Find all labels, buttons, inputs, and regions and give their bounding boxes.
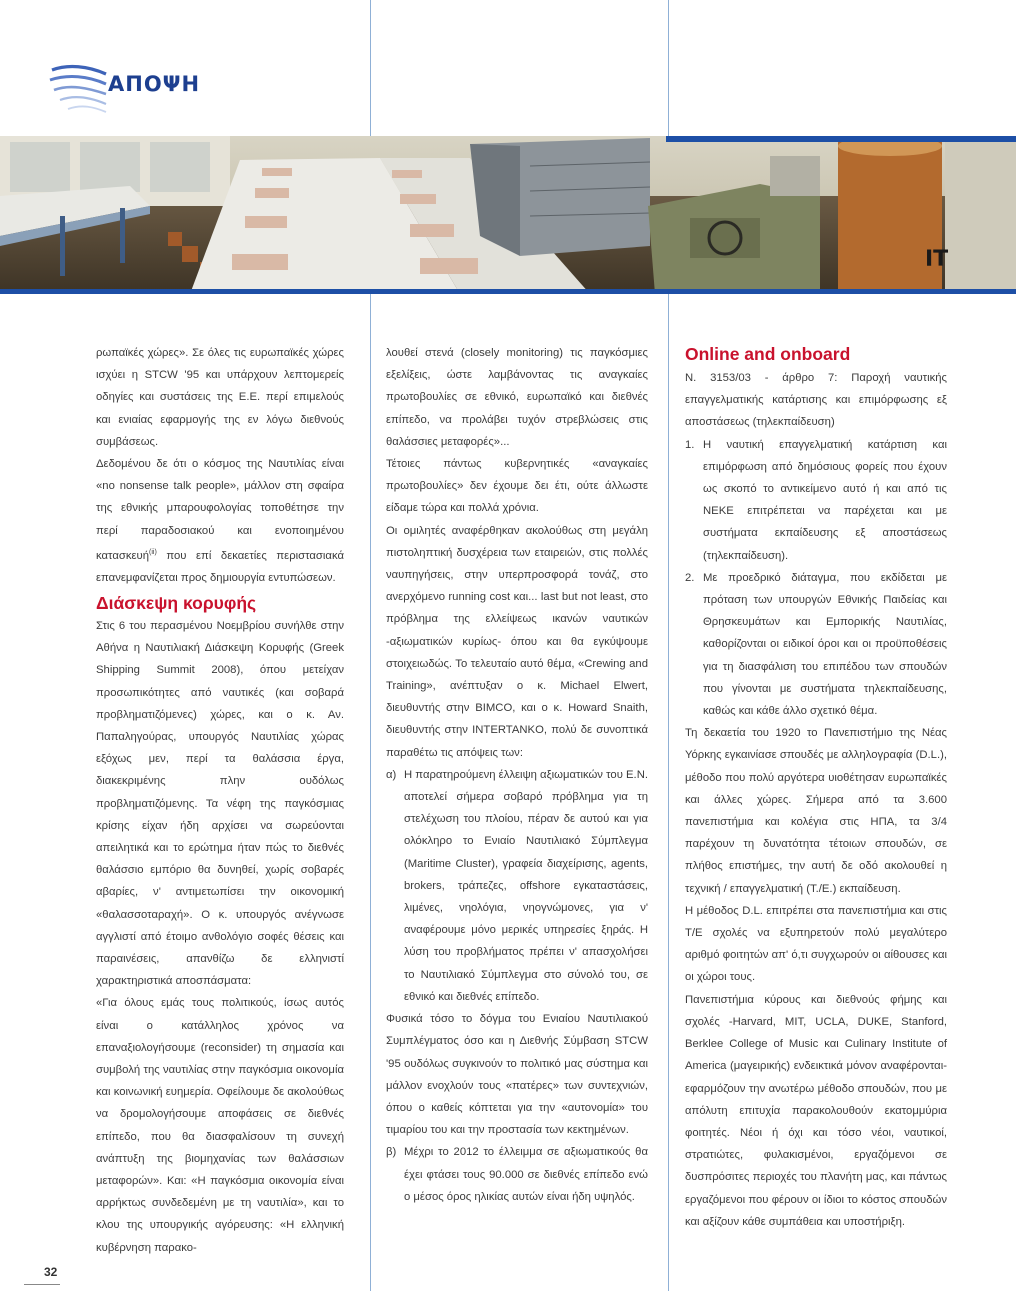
list-item xyxy=(685,434,947,567)
paragraph: Η μέθοδος D.L. επιτρέπει στα πανεπιστήμια και στις Τ/Ε σχολές να εξυπηρετούν πολύ μεγαλύτερο αριθμό φοιτητών απ' ό,τι συγχωρούν οι αίθουσες και οι χώροι τους. xyxy=(685,904,947,984)
footnote-ref: (ii) xyxy=(149,548,157,556)
list-marker: α) xyxy=(386,768,397,781)
list-item-text: Μέχρι το 2012 το έλλειμμα σε αξιωματικούς θα έχει φτάσει τους 90.000 σε διεθνές επίπεδο ενώ ο μέσος όρος ηλικίας αυτών είναι ήδη υψηλός. xyxy=(404,1146,648,1203)
paragraph: Δεδομένου δε ότι ο κόσμος της Ναυτιλίας είναι «no nonsense talk people», μάλλον στη σφαίρα της εθνικής μπαρουφολογίας τοποθέτησε την περί παραδοσιακού και ενοποιημένου κατασκευή$^{(ii)}$ που επί δεκαετίες περιστασιακά επανεμφανίζεται προς δημιουργία εντυπώσεων. xyxy=(96,458,344,584)
list-item-text: Η παρατηρούμενη έλλειψη αξιωματικών του Ε.Ν. αποτελεί σήμερα σοβαρό πρόβλημα για τη στελέχωση του πλοίου, πέραν δε αυτού και για ολόκληρο το Ενιαίο Ναυτιλιακό Σύμπλεγμα (Maritime Cluster), γραφεία διαχείρισης, agents, brokers, τράπεζες, offshore εγκαταστάσεις, λιμένες, νηολόγια, νηογνώμονες, για ν' αναφέρουμε μόνο μερικές υπηρεσίες ξηράς. Η λύση του προβλήματος πρέπει ν' απασχολήσει το Ναυτιλιακό Σύμπλεγμα στο σύνολό του, σε εθνικό και διεθνές επίπεδο. xyxy=(404,768,648,1003)
paragraph: «Για όλους εμάς τους πολιτικούς, ίσως αυτός είναι ο κατάλληλος χρόνος να επαναξιολογήσουμε (reconsider) τη σημασία και συμβολή της ναυτιλίας στην παγκόσμια οικονομία και κοινωνική ευημερία. Οφείλουμε δε ακολούθως να δρομολογήσουμε αποφάσεις σε διεθνές επίπεδο, που θα διασφαλίσουν τη συνεχή ανάπτυξη της βιομηχανίας των θαλάσσιων μεταφορών». Και: «Η παγκόσμια οικονομία είναι αρρήκτως συνδεδεμένη με τη ναυτιλία», και το κλου της υπουργικής αγόρευσης: «Η ελληνική κυβέρνηση παρακο- xyxy=(96,997,344,1254)
photo-plate-text: ΙΤ xyxy=(925,247,949,272)
list-marker: β) xyxy=(386,1146,397,1159)
footer-rule xyxy=(24,1284,60,1285)
list-marker: 1. xyxy=(685,438,695,451)
paragraph: λουθεί στενά (closely monitoring) τις παγκόσμιες εξελίξεις, ώστε λαμβάνοντας τις αναγκαίες πρωτοβουλίες σε εθνικό, ευρωπαϊκό και διεθνές επίπεδο, να προλάβει τυχόν στρεβλώσεις στις θαλάσσιες μεταφορές»... xyxy=(386,347,648,448)
paragraph: Φυσικά τόσο το δόγμα του Ενιαίου Ναυτιλιακού Συμπλέγματος όσο και η Διεθνής Σύμβαση STCW '95 ουδόλως συγκινούν το πολιτικό μας σύστημα και μάλλον ενοχλούν τους «πατέρες» των συντεχνιών, όπου ο καθείς κόπτεται για την «αυτονομία» του τιμαρίου του και την προστασία των κεκτημένων. xyxy=(386,1013,648,1137)
list-item xyxy=(685,567,947,722)
waves-logo-icon xyxy=(48,62,110,116)
paragraph: Τέτοιες πάντως κυβερνητικές «αναγκαίες πρωτοβουλίες» δεν έχουμε δει έτι, ούτε άλλωστε είδαμε τώρα και πολλά χρόνια. xyxy=(386,458,648,515)
accent-bar xyxy=(666,136,1016,142)
subheading: Online and onboard xyxy=(685,344,851,364)
paragraph: Τη δεκαετία του 1920 το Πανεπιστήμιο της Νέας Υόρκης εγκαινίασε σπουδές με αλληλογραφία (D.L.), μέθοδο που πολύ αργότερα υιοθέτησαν ευρωπαϊκές και άλλες χώρες. Σήμερα από τα 3.600 πανεπιστήμια και κολέγια στις ΗΠΑ, τα 3/4 παρέχουν τη δυνατότητα τέτοιων σπουδών, σε πλήθος επιστήμες, την αυτή δε οδό ακολουθεί η τεχνική / επαγγελματική (Τ./Ε.) εκπαίδευση. xyxy=(685,727,947,895)
list-item-text: Με προεδρικό διάταγμα, που εκδίδεται με πρόταση των υπουργών Εθνικής Παιδείας και Θρησκευμάτων και Εμπορικής Ναυτιλίας, καθορίζονται οι ειδικοί όροι και οι προϋποθέσεις για τη διασφάλιση του επιπέδου των σπουδών που γίνονται με συστήματα τηλεκπαίδευσης, καθώς και κάθε άλλο σχετικό θέμα. xyxy=(703,571,947,718)
list-item xyxy=(386,1141,648,1208)
list-item-text: Η ναυτική επαγγελματική κατάρτιση και επιμόρφωση από δημόσιους φορείς που έχουν ως σκοπό το αντικείμενο αυτό ή και από τις ΝΕΚΕ επιτρέπεται να παρέχεται και με συστήματα εκπαίδευσης εξ αποστάσεως (τηλεκπαίδευση). xyxy=(703,438,947,562)
accent-bar xyxy=(0,289,1016,294)
list-item xyxy=(386,764,648,1008)
section-label: ΑΠΟΨΗ xyxy=(108,72,201,96)
text-column-1 xyxy=(96,342,344,1259)
page-number: 32 xyxy=(44,1265,58,1279)
paragraph: Οι ομιλητές αναφέρθηκαν ακολούθως στη μεγάλη πιστοληπτική δυσχέρεια των εταιρειών, στις πολλές ναυπηγήσεις, στην υπερπροσφορά τονάζ, στο ανερχόμενο running cost και... last but not least, στο πρόβλημα της ελλείψεως ικανών ναυτικών -αξιωματικών κυρίως- όπου και θα εγκύψουμε στοιχειωδώς. Το τελευταίο αυτό θέμα, «Crewing and Training», ανέπτυξαν ο κ. Michael Elwert, διευθυντής στην BIMCO, και ο κ. Howard Snaith, διευθυντής στην INTERTANKO, πολύ δε συνοπτικά παραθέτω τις απόψεις των: xyxy=(386,524,648,759)
paragraph: Στις 6 του περασμένου Νοεμβρίου συνήλθε στην Αθήνα η Ναυτιλιακή Διάσκεψη Κορυφής (Greek Shipping Summit 2008), όπου μετείχαν προσωπικότητες από ναυτικές (και σοβαρά προβληματιζόμενες) χώρες, και ο κ. Αν. Παπαληγούρας, υπουργός Ναυτιλίας χώρας εξόχως μεν, περί τα θαλάσσια έργα, διακεκριμένης πλην ουδόλως προβληματιζόμενης. Τα νέφη της παγκόσμιας κρίσης είχαν ήδη αρχίσει να σωρεύονται απειλητικά και το ερώτημα ήταν πώς το διεθνές θαλάσσιο εμπόριο θα δυνηθεί, χωρίς σοβαρές αβαρίες, ν' αντιμετωπίσει την οικονομική «θαλασσοταραχή». Ο κ. υπουργός ανέγνωσε αγγλιστί από έτοιμο ανθολόγιο σοφές θέσεις και παραινέσεις, απανθίζω δε ελληνιστί χαρακτηριστικά αποσπάσματα: xyxy=(96,620,344,988)
subheading: Διάσκεψη κορυφής xyxy=(96,593,257,613)
paragraph: ρωπαϊκές χώρες». Σε όλες τις ευρωπαϊκές χώρες ισχύει η STCW '95 και υπάρχουν λεπτομερείς οδηγίες και συστάσεις της Ε.Ε. περί επιμελούς και ενιαίας εφαρμογής της εν λόγω διεθνούς συμβάσεως. xyxy=(96,347,344,448)
list-marker: 2. xyxy=(685,571,695,584)
classroom-photo xyxy=(0,136,1016,294)
paragraph: Πανεπιστήμια κύρους και διεθνούς φήμης και σχολές -Harvard, MIT, UCLA, DUKE, Stanford, Berklee College of Music και Culinary Institute of America (μαγειρικής) ενδεικτικά μόνον αναφέρονται- εφαρμόζουν την ανωτέρω μέθοδο σπουδών, που με απόλυτη επιτυχία παρακολουθούν εκατομμύρια φοιτητές. Νέοι ή όχι και τόσο νέοι, ναυτικοί, στρατιώτες, φυλακισμένοι, εργαζόμενοι σε δυσπρόσιτες περιοχές του πλανήτη μας, και πάντως εργαζόμενοι που φέρουν οι ίδιοι το κόστος σπουδών και αξίζουν κάθε συμπάθεια και υποστήριξη. xyxy=(685,993,947,1228)
text-column-3 xyxy=(685,342,947,1233)
text-column-2 xyxy=(386,342,648,1208)
paragraph: Ν. 3153/03 - άρθρο 7: Παροχή ναυτικής επαγγελματικής κατάρτισης και επιμόρφωσης εξ αποστάσεως (τηλεκπαίδευση) xyxy=(685,372,947,429)
